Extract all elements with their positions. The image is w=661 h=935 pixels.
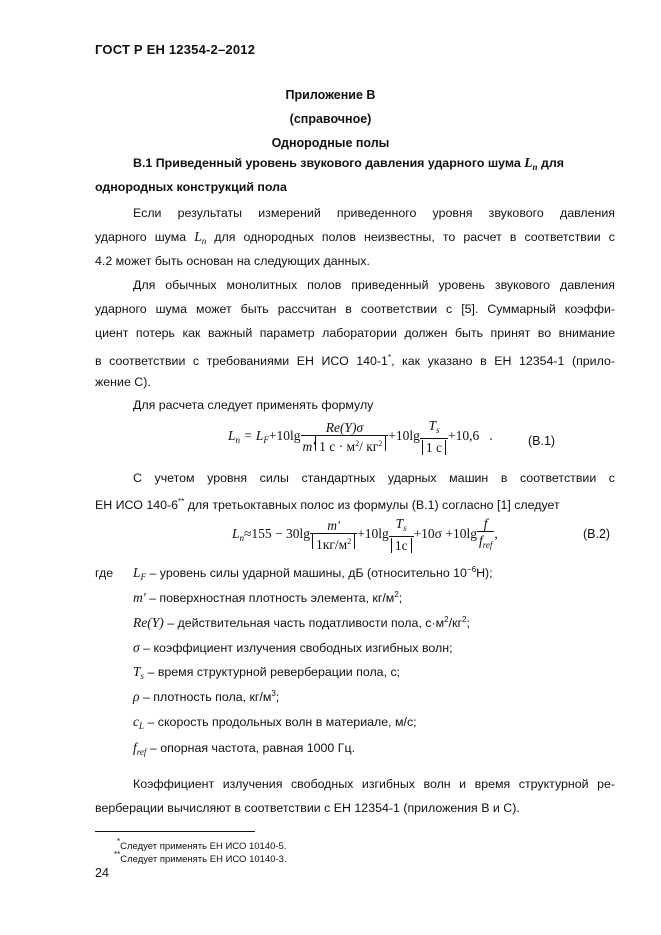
formula-b1-number: (В.1) — [528, 434, 556, 448]
formula-b2-fraction-1: $\frac{m'}{1кг/м^2}$ — [310, 518, 357, 553]
definition-sigma: σ – коэффициент излучения свободных изгибных волн; — [133, 640, 453, 655]
definition-ts: $T_s$ – время структурной реверберации пола, с; — [133, 664, 401, 681]
definition-cl: $c_L$ – скорость продольных волн в материале, м/с; — [133, 714, 417, 731]
formula-b2-fraction-2: $\frac{T_s}{1с}$ — [389, 516, 414, 554]
paragraph-1: Если результаты измерений приведенного уровня звукового давления ударного шума $L_n$ для однородных полов неизвестны, то расчет в соответствии с 4.2 может быть основан на следующих данных. — [95, 206, 615, 269]
paragraph-2: Для обычных монолитных полов приведенный уровень звукового давления ударного шума может быть рассчитан в соответствии с [5]. Суммарный коэффи- циент потерь как важный параметр лаборатории должен быть принят во внимание в соответствии с требованиями ЕН ИСО 140-1*, как указано в ЕН 12354-1 (прило- жение С). — [95, 278, 615, 389]
formula-b2: $L_n\approx 155 - 30\lg$ $\frac{m'}{1кг/м^2}$ +10lg $\frac{T_s}{1с}$ +10σ +10lg $\frac{f}{f_{ref}}$ , — [232, 516, 498, 553]
appendix-subtitle: Однородные полы — [271, 136, 390, 150]
section-heading-symbol: $L_n$ — [524, 155, 538, 172]
appendix-status: (справочное) — [289, 112, 372, 126]
definition-rey: Re(Y) – действительная часть податливости пола, $с\cdot м^2/кг^2$; — [133, 615, 470, 630]
definition-fref: $f_{ref}$ – опорная частота, равная 1000 Гц. — [133, 740, 356, 757]
footnote-separator — [95, 831, 255, 832]
formula-b2-number: (В.2) — [583, 527, 611, 541]
section-heading: В.1 Приведенный уровень звукового давления ударного шума $L_n$ для однородных конструкций пола — [95, 155, 564, 195]
definition-rho: ρ – плотность пола, $кг/м^3$; — [133, 689, 280, 704]
section-heading-text: В.1 Приведенный уровень звукового давления ударного шума — [133, 156, 521, 170]
footnote-1: *Следует применять ЕН ИСО 10140-5. — [117, 837, 287, 852]
definition-m: m' – поверхностная плотность элемента, $кг/м^2$; — [133, 590, 403, 605]
paragraph-5: Коэффициент излучения свободных изгибных волн и время структурной ре- верберации вычисляют в соответствии с ЕН 12354-1 (приложения В и С). — [95, 777, 615, 816]
formula-b1-fraction-2: $\frac{T_s}{1 с}$ — [420, 418, 448, 456]
definition-lf: $L_F$ – уровень силы ударной машины, дБ (относительно $10^{-6}Н$); — [133, 565, 493, 582]
definition-where: где — [95, 566, 114, 580]
formula-b2-fraction-3: $\frac{f}{f_{ref}}$ — [478, 516, 493, 550]
paragraph-3: Для расчета следует применять формулу — [133, 398, 374, 412]
document-header: ГОСТ Р ЕН 12354-2–2012 — [95, 42, 256, 57]
page-number: 24 — [95, 866, 109, 880]
paragraph-4: С учетом уровня силы стандартных ударных машин в соответствии с ЕН ИСО 140-6** для третьоктавных полос из формулы (В.1) согласно [1] следует — [95, 471, 615, 513]
formula-b1: $L_n = L_F+10\lg$ $\frac{Re(Y)\sigma}{m' 1 с \cdot м^2/ кг^2}$ +10lg $\frac{T_s}{1 с}$ +10,6 . — [228, 418, 493, 455]
footnote-2: **Следует применять ЕН ИСО 10140-3. — [114, 850, 287, 865]
formula-b1-fraction-1: $\frac{Re(Y)\sigma}{m' 1 с \cdot м^2/ кг^2}$ — [301, 420, 389, 455]
appendix-title: Приложение В — [285, 88, 376, 102]
